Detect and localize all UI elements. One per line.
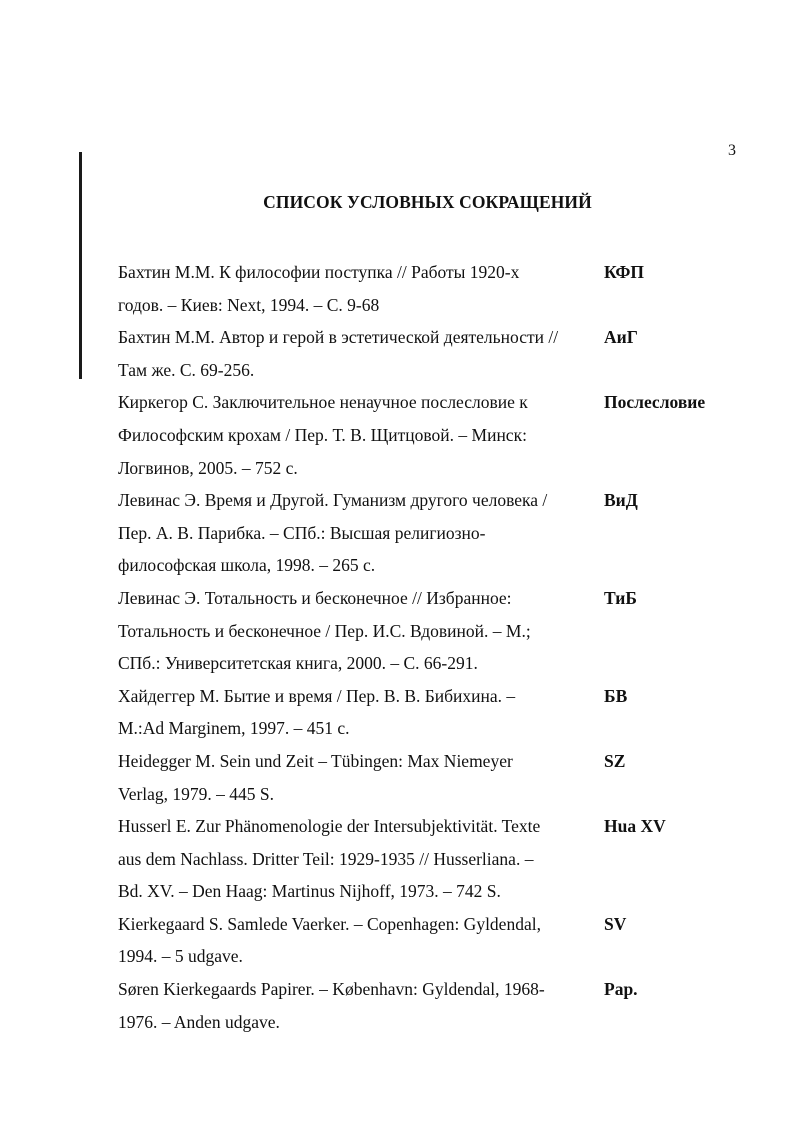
reference-line: Тотальность и бесконечное / Пер. И.С. Вдовиной. – М.; bbox=[118, 620, 531, 641]
reference-line: Søren Kierkegaards Papirer. – København: Gyldendal, 1968- bbox=[118, 979, 545, 1000]
abbreviation: Послесловие bbox=[604, 392, 706, 413]
abbreviation-entry bbox=[118, 745, 738, 810]
bibliographic-reference bbox=[118, 256, 594, 321]
abbreviation-entry bbox=[118, 582, 738, 680]
reference-line: Философским крохам / Пер. Т. В. Щитцовой. – Минск: bbox=[118, 424, 527, 445]
abbreviation-entry bbox=[118, 680, 738, 745]
reference-line: годов. – Киев: Next, 1994. – С. 9-68 bbox=[118, 294, 380, 315]
reference-line: Там же. С. 69-256. bbox=[118, 359, 255, 380]
reference-line: 1976. – Anden udgave. bbox=[118, 1011, 280, 1032]
abbreviation-list bbox=[118, 256, 738, 1038]
bibliographic-reference bbox=[118, 973, 594, 1038]
reference-line: Хайдеггер М. Бытие и время / Пер. В. В. Бибихина. – bbox=[118, 685, 516, 706]
reference-line: философская школа, 1998. – 265 с. bbox=[118, 555, 376, 576]
abbreviation: ВиД bbox=[604, 490, 638, 511]
reference-line: Verlag, 1979. – 445 S. bbox=[118, 783, 275, 804]
abbreviation-entry bbox=[118, 386, 738, 484]
reference-line: Kierkegaard S. Samlede Vaerker. – Copenhagen: Gyldendal, bbox=[118, 913, 541, 934]
abbreviation-entry bbox=[118, 973, 738, 1038]
abbreviation: КФП bbox=[604, 262, 645, 282]
reference-line: Husserl E. Zur Phänomenologie der Intersubjektivität. Texte bbox=[118, 816, 541, 837]
reference-line: Киркегор С. Заключительное ненаучное послесловие к bbox=[118, 392, 528, 413]
reference-line: М.:Ad Marginem, 1997. – 451 с. bbox=[118, 718, 350, 739]
bibliographic-reference bbox=[118, 484, 594, 582]
reference-line: 1994. – 5 udgave. bbox=[118, 946, 243, 967]
abbreviation: SV bbox=[604, 913, 627, 934]
bibliographic-reference bbox=[118, 582, 594, 680]
bibliographic-reference bbox=[118, 810, 594, 908]
reference-line: Bd. XV. – Den Haag: Martinus Nijhoff, 1973. – 742 S. bbox=[118, 881, 501, 902]
abbreviation-entry bbox=[118, 484, 738, 582]
reference-line: Пер. А. В. Парибка. – СПб.: Высшая религиозно- bbox=[118, 522, 486, 543]
abbreviation-entry bbox=[118, 256, 738, 321]
abbreviation: ТиБ bbox=[604, 587, 637, 608]
reference-line: Бахтин М.М. Автор и герой в эстетической деятельности // bbox=[118, 327, 559, 348]
abbreviation: БВ bbox=[604, 685, 628, 706]
abbreviation-entry bbox=[118, 321, 738, 386]
reference-line: Левинас Э. Тотальность и бесконечное // Избранное: bbox=[118, 587, 512, 608]
reference-line: СПб.: Университетская книга, 2000. – С. 66-291. bbox=[118, 653, 478, 674]
abbreviation-entry bbox=[118, 810, 738, 908]
reference-line: Бахтин М.М. К философии поступка // Работы 1920-х bbox=[118, 262, 520, 282]
page-title: СПИСОК УСЛОВНЫХ СОКРАЩЕНИЙ bbox=[263, 192, 592, 212]
reference-line: Heidegger M. Sein und Zeit – Tübingen: Max Niemeyer bbox=[118, 750, 513, 771]
bibliographic-reference bbox=[118, 680, 594, 745]
abbreviation-entry bbox=[118, 908, 738, 973]
page-number: 3 bbox=[728, 142, 736, 159]
abbreviation: Pap. bbox=[604, 979, 638, 1000]
reference-line: Логвинов, 2005. – 752 с. bbox=[118, 457, 298, 478]
bibliographic-reference bbox=[118, 908, 594, 973]
abbreviation: АиГ bbox=[604, 327, 638, 348]
abbreviation: SZ bbox=[604, 750, 626, 771]
bibliographic-reference bbox=[118, 386, 594, 484]
bibliographic-reference bbox=[118, 321, 594, 386]
reference-line: Левинас Э. Время и Другой. Гуманизм другого человека / bbox=[118, 490, 548, 511]
reference-line: aus dem Nachlass. Dritter Teil: 1929-1935 // Husserliana. – bbox=[118, 848, 534, 869]
margin-bar bbox=[79, 152, 82, 379]
bibliographic-reference bbox=[118, 745, 594, 810]
abbreviation: Hua XV bbox=[604, 816, 666, 837]
